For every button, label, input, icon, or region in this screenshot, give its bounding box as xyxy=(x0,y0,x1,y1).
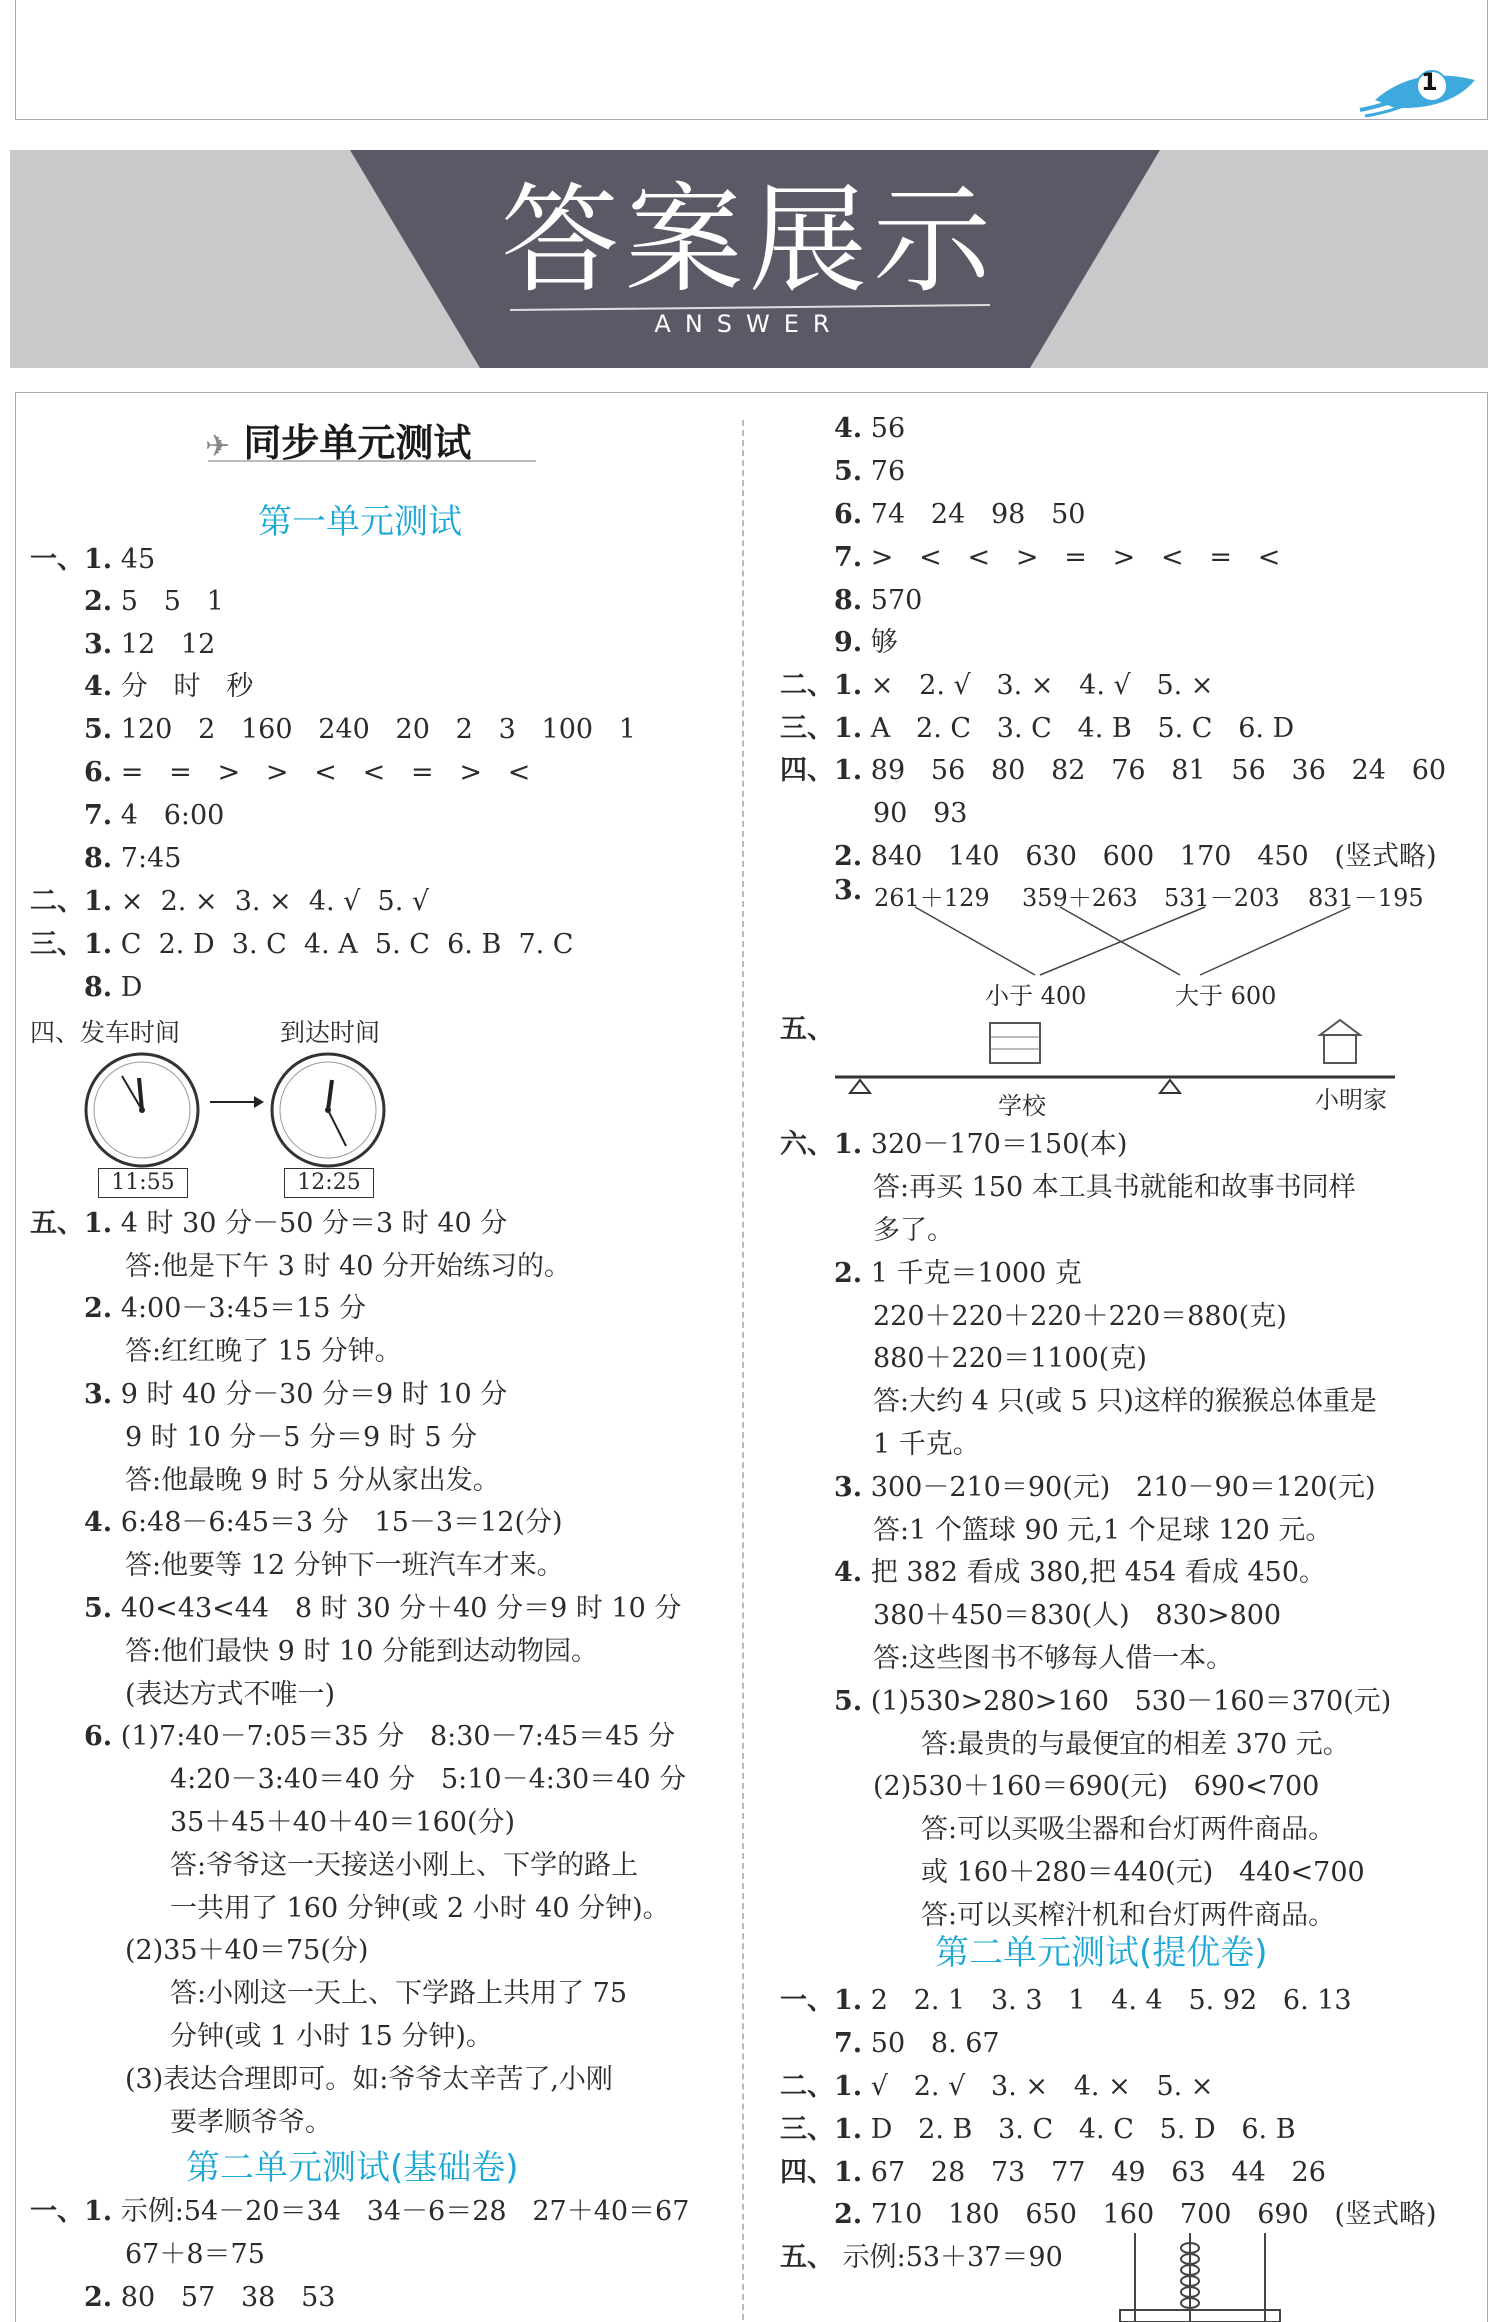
question-number: 4. xyxy=(84,1507,113,1538)
question-number: 8. xyxy=(834,585,863,616)
question-number: 2. xyxy=(84,1293,113,1324)
answer-line xyxy=(125,1464,500,1498)
answer-line xyxy=(84,1592,681,1626)
house-icon xyxy=(1320,1020,1360,1035)
answer-line xyxy=(170,1977,627,2011)
clock-label-arrival: 到达时间 xyxy=(280,1018,381,1047)
answer-text: 把 382 看成 380,把 454 看成 450。 xyxy=(870,1557,1326,1588)
banner-title: 答案展示 xyxy=(500,171,997,309)
answer-text: 840 140 630 600 170 450 (竖式略) xyxy=(870,841,1437,872)
answer-text: 分 时 秒 xyxy=(120,671,254,702)
question-number: 3. xyxy=(84,629,113,660)
answer-line xyxy=(921,1856,1365,1890)
answer-line xyxy=(780,669,1213,703)
answer-text: 分钟(或 1 小时 15 分钟)。 xyxy=(170,2021,493,2052)
answer-line xyxy=(834,1685,1391,1719)
answer-text: 67＋8＝75 xyxy=(125,2239,265,2270)
answer-line xyxy=(84,1720,675,1754)
answer-text: (1)7:40－7:05＝35 分 8:30－7:45＝45 分 xyxy=(120,1721,676,1752)
answer-line xyxy=(780,2156,1326,2190)
question-number: 二、1. xyxy=(30,886,113,917)
answer-line xyxy=(834,2027,1000,2061)
question-number: 4. xyxy=(834,1557,863,1588)
answer-line xyxy=(125,1678,335,1712)
answer-text: (1)530>280>160 530－160＝370(元) xyxy=(870,1686,1392,1717)
question-number: 5. xyxy=(834,1686,863,1717)
answer-text: 76 xyxy=(870,456,906,487)
answer-text: √ 2. √ 3. × 4. × 5. × xyxy=(870,2071,1214,2102)
answer-text: 380＋450＝830(人) 830>800 xyxy=(873,1600,1282,1631)
answer-text: 4:00－3:45＝15 分 xyxy=(120,1293,366,1324)
answer-line xyxy=(170,1763,686,1797)
target-less-400: 小于 400 xyxy=(985,982,1087,1010)
answer-line xyxy=(873,1171,1356,1205)
header-box xyxy=(15,0,1488,120)
answer-text: 320－170＝150(本) xyxy=(870,1129,1128,1160)
answer-text: 570 xyxy=(870,585,923,616)
answer-line xyxy=(84,799,224,833)
answer-text: 40<43<44 8 时 30 分＋40 分＝9 时 10 分 xyxy=(120,1593,682,1624)
question-number: 8. xyxy=(84,843,113,874)
answer-text: 7:45 xyxy=(120,843,182,874)
answer-line xyxy=(873,1342,1147,1376)
answer-text: 67 28 73 77 49 63 44 26 xyxy=(870,2157,1326,2188)
answer-text: 9 时 40 分－30 分＝9 时 10 分 xyxy=(120,1379,508,1410)
question-number: 4. xyxy=(834,413,863,444)
answer-line xyxy=(921,1899,1335,1933)
question-number: 2. xyxy=(834,841,863,872)
question-number: 2. xyxy=(84,2282,113,2313)
answer-text: D 2. B 3. C 4. C 5. D 6. B xyxy=(870,2114,1296,2145)
answer-line xyxy=(921,1813,1335,1847)
answer-line xyxy=(84,1506,563,1540)
answer-text: (2)530＋160＝690(元) 690<700 xyxy=(873,1771,1320,1802)
question-number: 二、1. xyxy=(780,2071,863,2102)
column-divider xyxy=(742,420,744,2320)
answer-line xyxy=(170,2020,493,2054)
answer-text: × 2. × 3. × 4. √ 5. √ xyxy=(120,886,430,917)
rocket-icon xyxy=(1355,60,1480,120)
question-number: 四、1. xyxy=(780,755,863,786)
answer-text: 答:他要等 12 分钟下一班汽车才来。 xyxy=(125,1550,564,1581)
answer-text: > < < > = > < = < xyxy=(870,542,1281,573)
answer-line xyxy=(921,1728,1350,1762)
question-number: 6. xyxy=(84,757,113,788)
question-number: 7. xyxy=(84,800,113,831)
answer-text: 45 xyxy=(120,544,156,575)
compare-expr: 359＋263 xyxy=(1022,884,1138,912)
unit2a-title: 第二单元测试(基础卷) xyxy=(186,2148,519,2188)
question-number: 2. xyxy=(834,1258,863,1289)
question-number: 3. xyxy=(834,1472,863,1503)
answer-text: 80 57 38 53 xyxy=(120,2282,336,2313)
clock-face-arrival xyxy=(268,1050,388,1170)
answer-banner xyxy=(10,150,1488,368)
answer-text: 答:小刚这一天上、下学路上共用了 75 xyxy=(170,1978,628,2009)
answer-text: 300－210＝90(元) 210－90＝120(元) xyxy=(870,1472,1376,1503)
answer-text: 120 2 160 240 20 2 3 100 1 xyxy=(120,714,636,745)
target-more-600: 大于 600 xyxy=(1175,982,1277,1010)
answer-text: 9 时 10 分－5 分＝9 时 5 分 xyxy=(125,1422,478,1453)
answer-text: 答:他是下午 3 时 40 分开始练习的。 xyxy=(125,1251,571,1282)
answer-text: 答:红红晚了 15 分钟。 xyxy=(125,1336,402,1367)
answer-line xyxy=(834,584,922,618)
answer-text: (表达方式不唯一) xyxy=(125,1679,336,1710)
answer-line xyxy=(170,1849,638,1883)
answer-text: D xyxy=(120,972,143,1003)
answer-line xyxy=(834,412,905,446)
question-number: 四、1. xyxy=(780,2157,863,2188)
answer-line xyxy=(125,2238,265,2272)
school-label: 学校 xyxy=(998,1092,1046,1120)
answer-text: 答:可以买榨汁机和台灯两件商品。 xyxy=(921,1900,1336,1931)
answer-text: 答:他们最快 9 时 10 分能到达动物园。 xyxy=(125,1636,598,1667)
answer-text: 880＋220＝1100(克) xyxy=(873,1343,1147,1374)
answer-line xyxy=(780,2241,1063,2275)
answer-line xyxy=(84,628,215,662)
answer-line xyxy=(84,756,530,790)
answer-text: 1 千克＝1000 克 xyxy=(870,1258,1082,1289)
school-building-icon xyxy=(990,1023,1040,1063)
answer-line xyxy=(873,797,967,831)
answer-line xyxy=(780,2113,1296,2147)
answer-line xyxy=(84,842,181,876)
answer-line xyxy=(125,1934,368,1968)
answer-line xyxy=(834,1257,1082,1291)
question-number: 6. xyxy=(834,499,863,530)
unit2b-title: 第二单元测试(提优卷) xyxy=(935,1933,1268,1973)
question-number: 一、1. xyxy=(780,1985,863,2016)
question-number: 三、1. xyxy=(780,2114,863,2145)
answer-line xyxy=(873,1214,954,1248)
answer-text: 4:20－3:40＝40 分 5:10－4:30＝40 分 xyxy=(170,1764,687,1795)
answer-text: A 2. C 3. C 4. B 5. C 6. D xyxy=(870,713,1295,744)
answer-text: 示例:54－20＝34 34－6＝28 27＋40＝67 xyxy=(120,2196,690,2227)
question-number: 五、 xyxy=(780,2242,834,2273)
answer-text: 要孝顺爷爷。 xyxy=(170,2107,332,2138)
answer-line xyxy=(170,1806,515,1840)
rocket-icon: ✈ xyxy=(205,429,231,464)
compare-expr: 261＋129 xyxy=(874,884,990,912)
answer-text: 90 93 xyxy=(873,798,968,829)
answer-line xyxy=(873,1599,1281,1633)
compare-expr: 531－203 xyxy=(1164,884,1280,912)
matching-lines xyxy=(860,905,1400,980)
answer-text: 答:最贵的与最便宜的相差 370 元。 xyxy=(921,1729,1350,1760)
answer-line xyxy=(834,840,1437,874)
compare-item-number: 3. xyxy=(834,875,863,906)
question-number: 5. xyxy=(84,1593,113,1624)
answer-line xyxy=(873,1642,1233,1676)
map-item-label: 五、 xyxy=(780,1014,834,1045)
answer-line xyxy=(170,2106,332,2140)
answer-line xyxy=(30,2195,689,2229)
answer-line xyxy=(30,928,573,962)
answer-line xyxy=(84,971,142,1005)
question-number: 7. xyxy=(834,542,863,573)
answer-line xyxy=(84,713,636,747)
section-title: ✈ 同步单元测试 xyxy=(205,421,472,465)
answer-line xyxy=(30,1207,507,1241)
question-number: 六、1. xyxy=(780,1129,863,1160)
answer-line xyxy=(780,1128,1127,1162)
answer-text: 2 2. 1 3. 3 1 4. 4 5. 92 6. 13 xyxy=(870,1985,1352,2016)
answer-text: 够 xyxy=(870,627,898,658)
answer-line xyxy=(834,1556,1326,1590)
answer-line xyxy=(780,1984,1352,2018)
question-number: 7. xyxy=(834,2028,863,2059)
question-number: 3. xyxy=(84,1379,113,1410)
answer-text: 示例:53＋37＝90 xyxy=(842,2242,1063,2273)
answer-text: 56 xyxy=(870,413,906,444)
answer-text: 答:1 个篮球 90 元,1 个足球 120 元。 xyxy=(873,1515,1333,1546)
answer-line xyxy=(125,1421,477,1455)
answer-line xyxy=(84,2281,335,2315)
answer-line xyxy=(834,498,1085,532)
question-number: 4. xyxy=(84,671,113,702)
answer-text: 4 6:00 xyxy=(120,800,225,831)
question-number: 5. xyxy=(84,714,113,745)
banner-subtitle: ANSWER xyxy=(654,310,844,338)
answer-line xyxy=(780,712,1294,746)
answer-line xyxy=(873,1770,1319,1804)
answer-text: 答:大约 4 只(或 5 只)这样的猴猴总体重是 xyxy=(873,1386,1377,1417)
unit1-title: 第一单元测试 xyxy=(258,502,462,542)
answer-line xyxy=(170,1892,670,1926)
answer-line xyxy=(125,2063,613,2097)
arrow-right-icon xyxy=(210,1092,264,1112)
question-number: 6. xyxy=(84,1721,113,1752)
answer-line xyxy=(30,543,155,577)
answer-text: 多了。 xyxy=(873,1215,954,1246)
answer-text: 答:这些图书不够每人借一本。 xyxy=(873,1643,1234,1674)
home-label: 小明家 xyxy=(1315,1086,1387,1114)
question-number: 一、1. xyxy=(30,544,113,575)
question-number: 5. xyxy=(834,456,863,487)
arrival-time: 12:25 xyxy=(284,1168,374,1198)
answer-line xyxy=(84,670,253,704)
answer-text: = = > > < < = > < xyxy=(120,757,531,788)
answer-text: 4 时 30 分－50 分＝3 时 40 分 xyxy=(120,1208,508,1239)
clock-face-departure xyxy=(82,1050,202,1170)
answer-text: 1 千克。 xyxy=(873,1429,980,1460)
question-number: 2. xyxy=(834,2199,863,2230)
section-underline xyxy=(208,460,536,462)
answer-text: 6:48－6:45＝3 分 15－3＝12(分) xyxy=(120,1507,563,1538)
question-number: 一、1. xyxy=(30,2196,113,2227)
answer-text: 答:再买 150 本工具书就能和故事书同样 xyxy=(873,1172,1356,1203)
answer-text: C 2. D 3. C 4. A 5. C 6. B 7. C xyxy=(120,929,574,960)
answer-text: (3)表达合理即可。如:爷爷太辛苦了,小刚 xyxy=(125,2064,613,2095)
compare-expr: 831－195 xyxy=(1308,884,1424,912)
answer-line xyxy=(780,754,1446,788)
clock-label-departure: 四、发车时间 xyxy=(30,1018,181,1047)
answer-line xyxy=(873,1300,1287,1334)
answer-line xyxy=(834,541,1280,575)
answer-text: × 2. √ 3. × 4. √ 5. × xyxy=(870,670,1214,701)
answer-line xyxy=(84,585,224,619)
answer-line xyxy=(125,1335,402,1369)
answer-line xyxy=(30,885,429,919)
answer-text: 答:可以买吸尘器和台灯两件商品。 xyxy=(921,1814,1336,1845)
answer-line xyxy=(125,1549,564,1583)
answer-line xyxy=(873,1428,980,1462)
question-number: 三、1. xyxy=(30,929,113,960)
answer-line xyxy=(834,1471,1376,1505)
answer-text: 710 180 650 160 700 690 (竖式略) xyxy=(870,2199,1437,2230)
question-number: 三、1. xyxy=(780,713,863,744)
answer-line xyxy=(873,1514,1332,1548)
question-number: 2. xyxy=(84,586,113,617)
answer-line xyxy=(834,455,905,489)
answer-line xyxy=(834,2198,1437,2232)
answer-line xyxy=(834,626,898,660)
answer-line xyxy=(125,1250,571,1284)
answer-text: 5 5 1 xyxy=(120,586,224,617)
answer-line xyxy=(780,2070,1213,2104)
question-number: 二、1. xyxy=(780,670,863,701)
answer-text: 12 12 xyxy=(120,629,216,660)
answer-line xyxy=(873,1385,1377,1419)
answer-line xyxy=(125,1635,598,1669)
answer-text: 答:爷爷这一天接送小刚上、下学的路上 xyxy=(170,1850,639,1881)
answer-text: 35＋45＋40＋40＝160(分) xyxy=(170,1807,516,1838)
answer-line xyxy=(84,1292,366,1326)
answer-text: 或 160＋280＝440(元) 440<700 xyxy=(921,1857,1365,1888)
page-number-badge xyxy=(1355,60,1480,120)
answer-text: 220＋220＋220＋220＝880(克) xyxy=(873,1301,1287,1332)
answer-text: 89 56 80 82 76 81 56 36 24 60 xyxy=(870,755,1447,786)
departure-time: 11:55 xyxy=(98,1168,188,1198)
abacus-icon xyxy=(1105,2228,1315,2322)
page-number: 1 xyxy=(1421,68,1438,96)
question-number: 8. xyxy=(84,972,113,1003)
answer-text: 74 24 98 50 xyxy=(870,499,1086,530)
answer-text: 50 8. 67 xyxy=(870,2028,1000,2059)
answer-line xyxy=(84,1378,507,1412)
answer-text: 答:他最晚 9 时 5 分从家出发。 xyxy=(125,1465,500,1496)
answer-text: (2)35＋40＝75(分) xyxy=(125,1935,369,1966)
answer-text: 一共用了 160 分钟(或 2 小时 40 分钟)。 xyxy=(170,1893,670,1924)
question-number: 五、1. xyxy=(30,1208,113,1239)
question-number: 9. xyxy=(834,627,863,658)
